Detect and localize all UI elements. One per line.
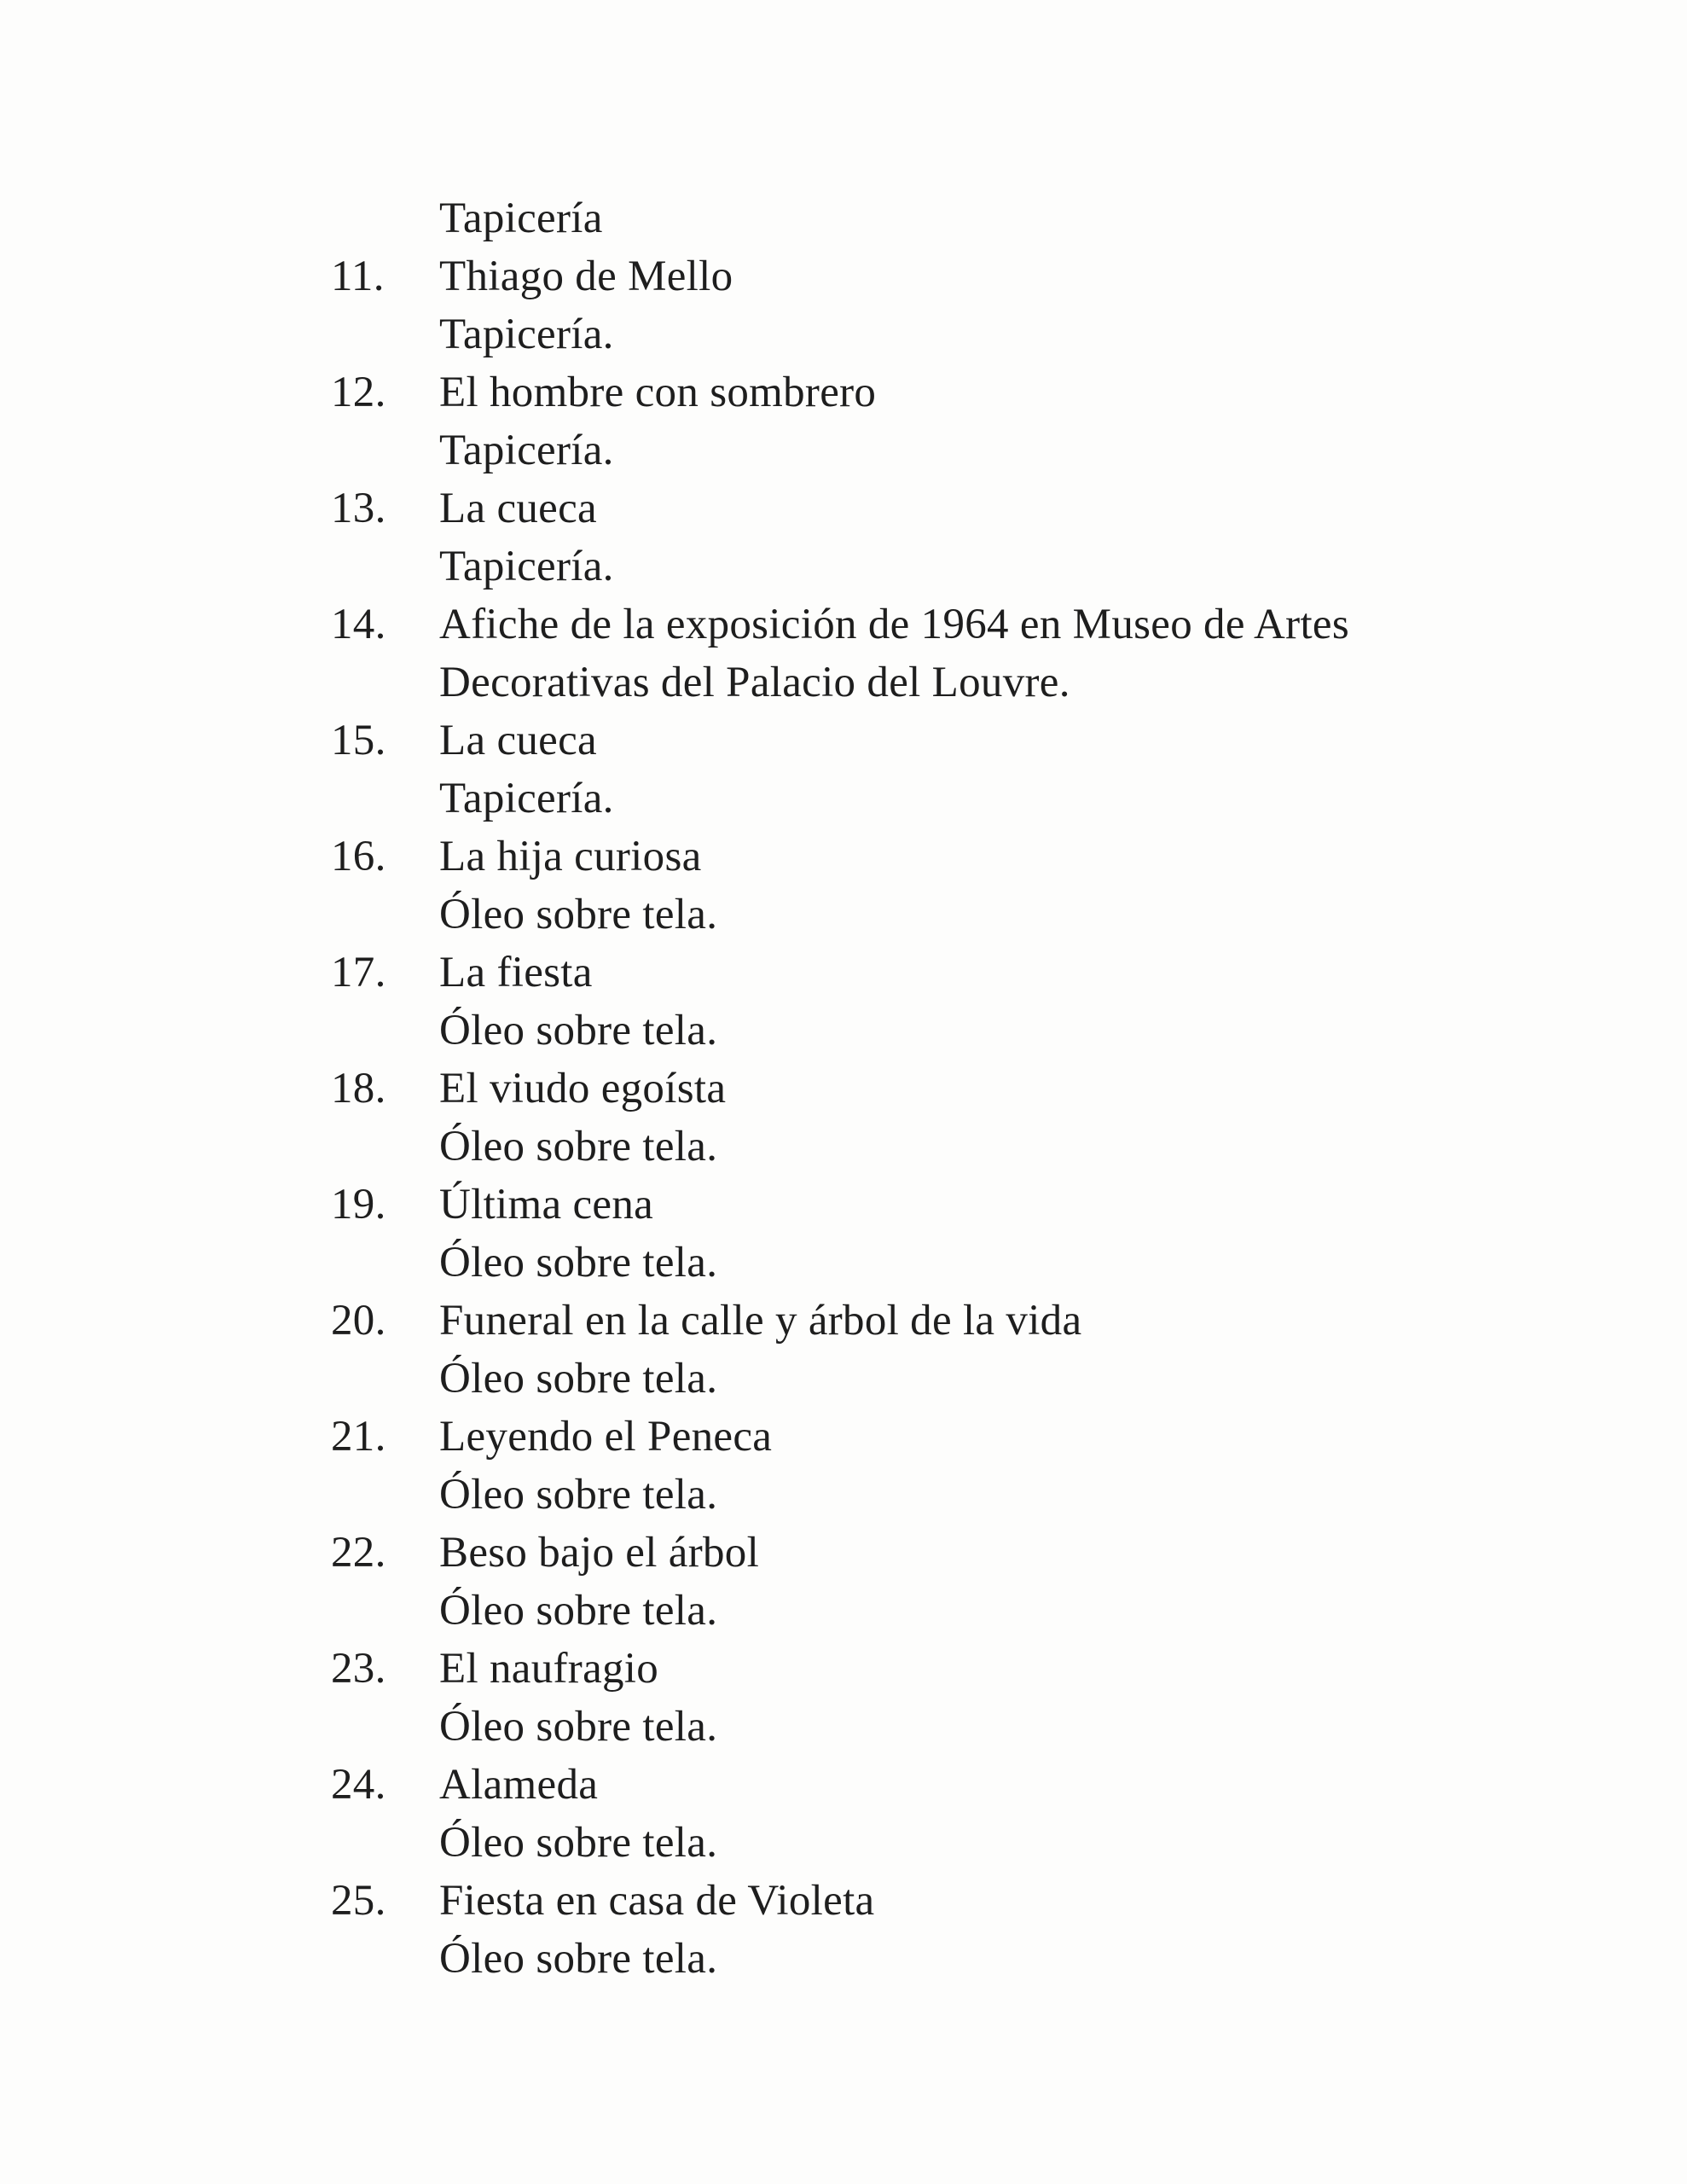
item-number: 24. [331, 1761, 386, 1809]
artwork-medium: Óleo sobre tela. [439, 1239, 718, 1287]
list-item [331, 712, 1576, 828]
artwork-title: La cueca [439, 717, 597, 764]
artwork-title: La fiesta [439, 949, 593, 996]
item-number: 17. [331, 949, 386, 996]
list-item [331, 479, 1576, 595]
item-body [439, 479, 1576, 595]
artwork-medium: Óleo sobre tela. [439, 1007, 718, 1054]
item-number: 23. [331, 1645, 386, 1693]
item-body [439, 1756, 1576, 1872]
item-number: 22. [331, 1529, 386, 1577]
item-body [439, 1176, 1576, 1292]
artwork-title: Alameda [439, 1761, 599, 1809]
item-number: 14. [331, 601, 386, 648]
artwork-medium: Tapicería. [439, 543, 614, 590]
list-item [331, 1872, 1576, 1988]
item-number: 16. [331, 833, 386, 880]
artwork-title: Beso bajo el árbol [439, 1529, 760, 1577]
artwork-title: El naufragio [439, 1645, 659, 1693]
item-number: 12. [331, 369, 386, 416]
list-item [331, 1060, 1576, 1176]
artwork-title: Funeral en la calle y árbol de la vida [439, 1297, 1082, 1345]
item-number: 20. [331, 1297, 386, 1345]
artwork-medium: Tapicería. [439, 775, 614, 822]
artwork-medium: Óleo sobre tela. [439, 1587, 718, 1635]
item-number: 18. [331, 1065, 386, 1112]
artwork-title: Thiago de Mello [439, 253, 733, 300]
list-item [331, 944, 1576, 1060]
continuation-medium-line: Tapicería [439, 195, 603, 242]
artwork-title: Afiche de la exposición de 1964 en Museo de Artes Decorativas del Palacio del Louvre. [439, 601, 1349, 706]
item-body [439, 595, 1576, 712]
artwork-title: Leyendo el Peneca [439, 1413, 773, 1461]
artwork-medium: Óleo sobre tela. [439, 1355, 718, 1403]
item-body [439, 1408, 1576, 1524]
item-number: 25. [331, 1877, 386, 1925]
item-number: 13. [331, 485, 386, 532]
artwork-list [331, 247, 1576, 1988]
catalog-content [331, 189, 1576, 1988]
item-number: 15. [331, 717, 386, 764]
artwork-title: Fiesta en casa de Violeta [439, 1877, 875, 1925]
item-body [439, 1292, 1576, 1408]
artwork-medium: Óleo sobre tela. [439, 891, 718, 938]
list-item [331, 1176, 1576, 1292]
item-body [439, 363, 1576, 479]
item-number: 19. [331, 1181, 386, 1228]
list-item [331, 595, 1576, 712]
item-body [439, 828, 1576, 944]
list-item [331, 1756, 1576, 1872]
item-body [439, 1640, 1576, 1756]
item-body [439, 247, 1576, 363]
item-body [439, 1872, 1576, 1988]
artwork-title: El hombre con sombrero [439, 369, 877, 416]
artwork-medium: Óleo sobre tela. [439, 1935, 718, 1983]
artwork-medium: Óleo sobre tela. [439, 1703, 718, 1751]
artwork-medium: Óleo sobre tela. [439, 1819, 718, 1867]
list-item [331, 1640, 1576, 1756]
artwork-title: La hija curiosa [439, 833, 702, 880]
artwork-title: La cueca [439, 485, 597, 532]
list-item [331, 363, 1576, 479]
artwork-title: El viudo egoísta [439, 1065, 727, 1112]
item-body [439, 712, 1576, 828]
list-item [331, 1292, 1576, 1408]
artwork-medium: Tapicería. [439, 311, 614, 358]
list-item [331, 828, 1576, 944]
item-body [439, 1060, 1576, 1176]
artwork-medium: Tapicería. [439, 427, 614, 474]
item-body [439, 944, 1576, 1060]
artwork-medium: Óleo sobre tela. [439, 1123, 718, 1170]
artwork-medium: Óleo sobre tela. [439, 1471, 718, 1519]
list-item [331, 1408, 1576, 1524]
item-number: 11. [331, 253, 385, 300]
item-number: 21. [331, 1413, 386, 1461]
item-body [439, 1524, 1576, 1640]
artwork-title: Última cena [439, 1181, 654, 1228]
list-item [331, 1524, 1576, 1640]
list-item [331, 247, 1576, 363]
